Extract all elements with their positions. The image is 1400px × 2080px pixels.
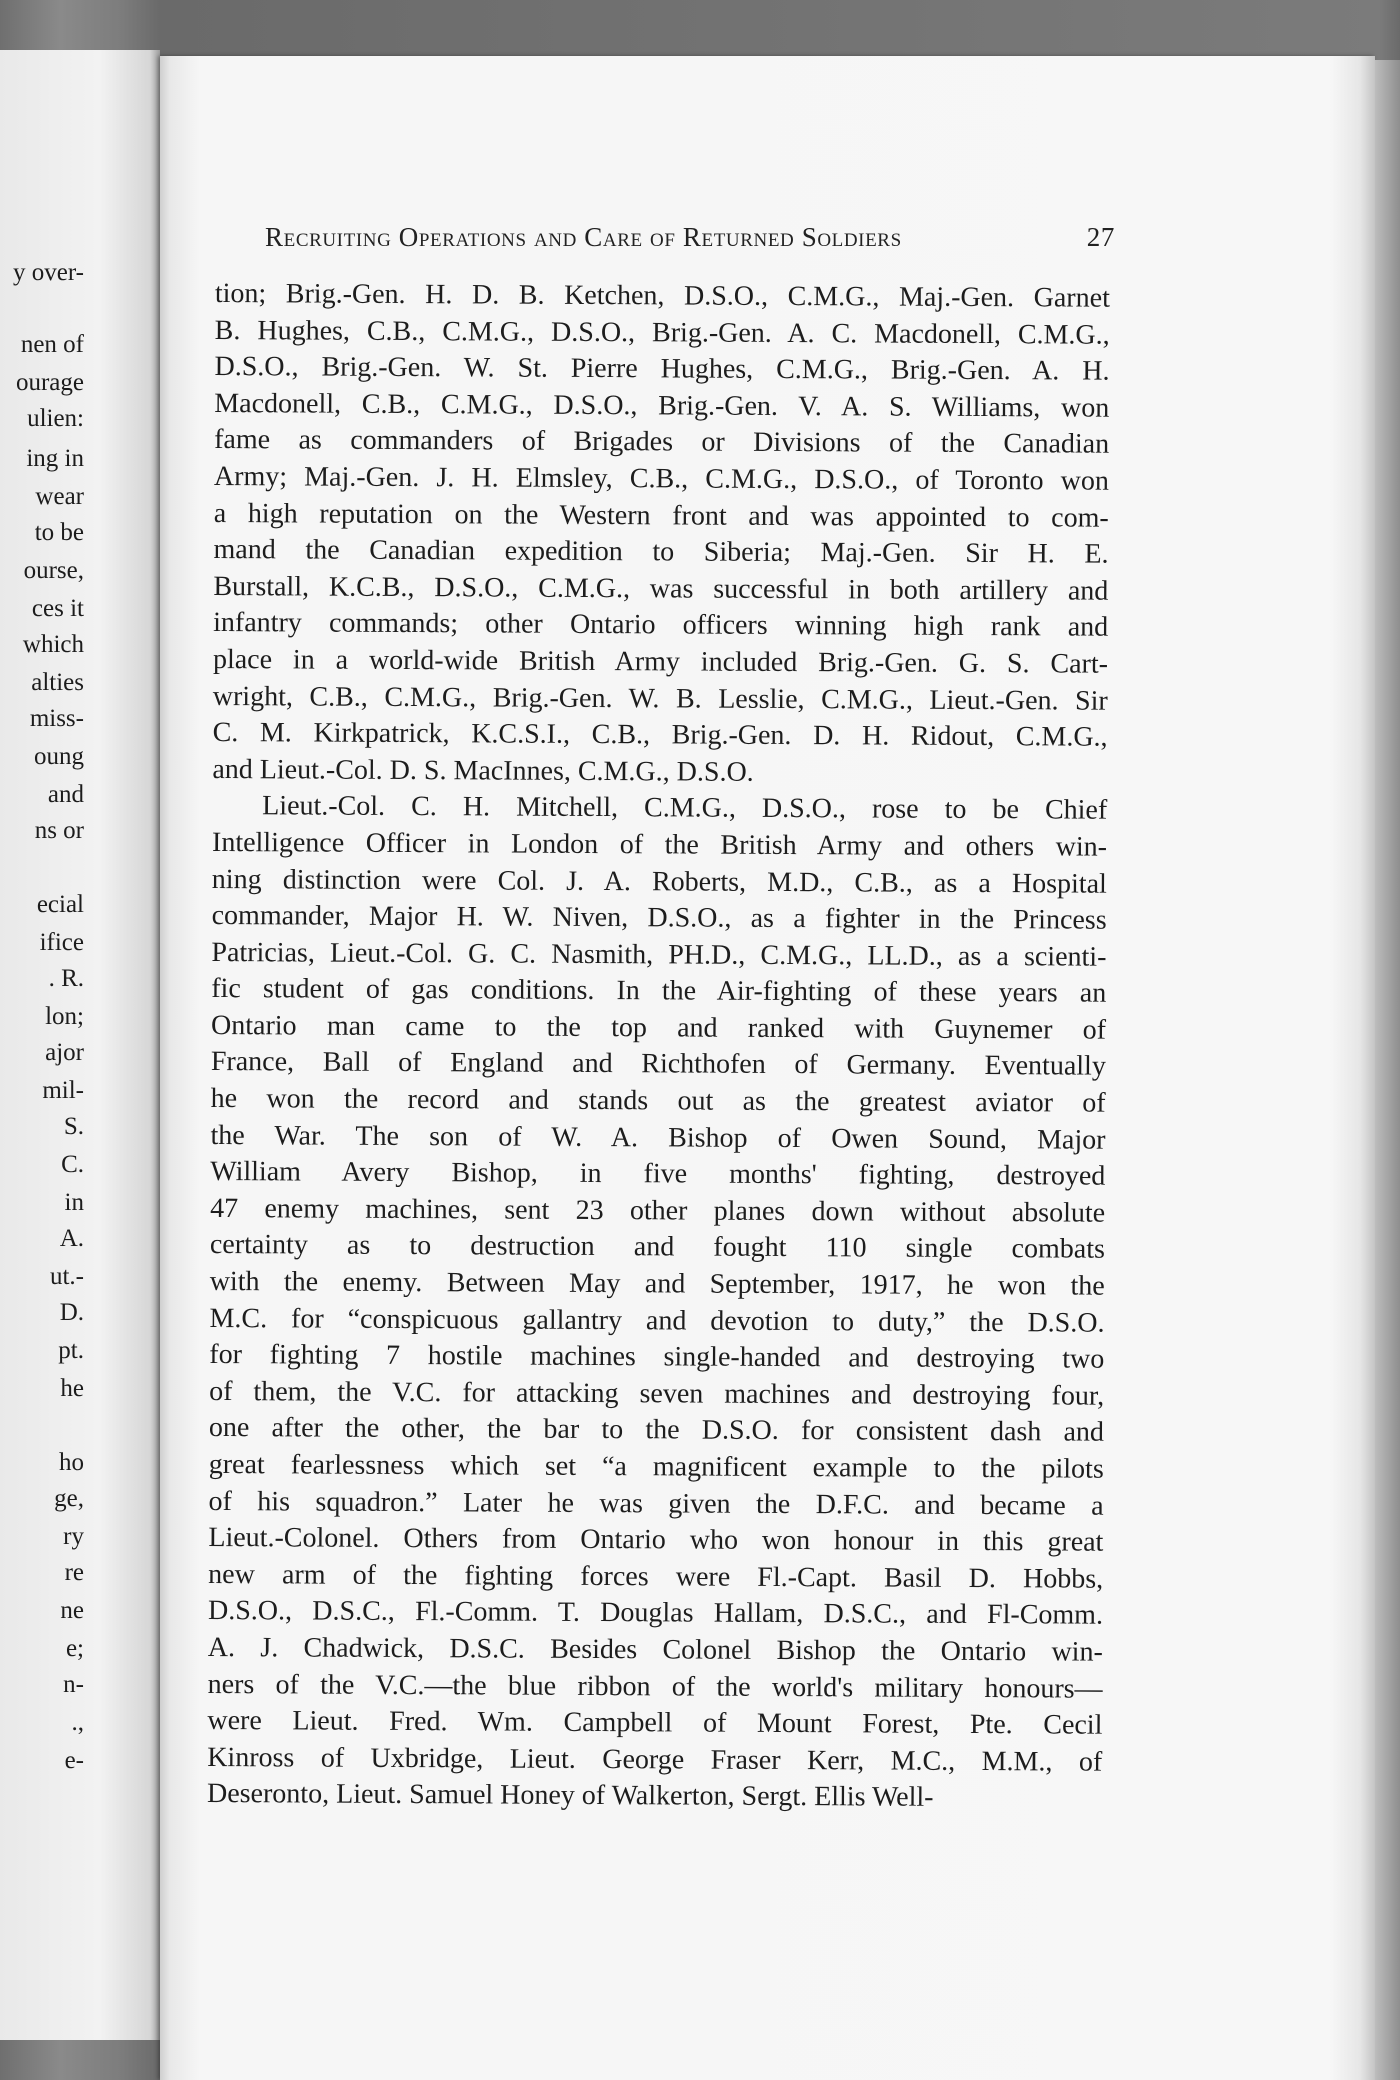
paragraph-2	[207, 788, 1107, 1817]
text-line: a high reputation on the Western front and was appointed to com-	[213, 497, 1109, 534]
text-line: for fighting 7 hostile machines single-handed and destroying two	[209, 1339, 1105, 1375]
paragraph-1	[212, 276, 1110, 793]
text-line: D.S.O., Brig.-Gen. W. St. Pierre Hughes, C.M.G., Brig.-Gen. A. H.	[214, 351, 1110, 387]
text-line: M.C. for “conspicuous gallantry and devotion to duty,” the D.S.O.	[209, 1302, 1105, 1339]
text-line: infantry commands; other Ontario officers winning high rank and	[213, 607, 1109, 644]
facing-page-line: e-	[64, 1747, 84, 1774]
text-line: certainty as to destruction and fought 110 single combats	[209, 1229, 1105, 1266]
text-line: Kinross of Uxbridge, Lieut. George Fraser Kerr, M.C., M.M., of	[207, 1741, 1103, 1778]
facing-page-line: ry	[63, 1523, 84, 1550]
facing-page-line: re	[64, 1559, 84, 1586]
text-line: ners of the V.C.—the blue ribbon of the world's military honours—	[207, 1668, 1103, 1705]
facing-page-line: in	[64, 1189, 84, 1216]
facing-page-line: ing in	[26, 445, 84, 472]
facing-page-line: which	[22, 631, 84, 658]
text-line: Macdonell, C.B., C.M.G., D.S.O., Brig.-Gen. V. A. S. Williams, won	[214, 387, 1110, 424]
facing-page-line: ge,	[54, 1485, 84, 1512]
text-line: 47 enemy machines, sent 23 other planes down without absolute	[210, 1192, 1106, 1229]
text-line: Lieut.-Colonel. Others from Ontario who won honour in this great	[208, 1522, 1104, 1558]
text-line: the War. The son of W. A. Bishop of Owen Sound, Major	[210, 1119, 1106, 1156]
facing-page-line: ourage	[15, 369, 84, 396]
facing-page-line: A.	[59, 1225, 84, 1252]
text-line: commander, Major H. W. Niven, D.S.O., as a fighter in the Princess	[211, 900, 1107, 936]
facing-page-line: lon;	[45, 1003, 84, 1030]
facing-page-line: miss-	[29, 705, 84, 732]
text-line: William Avery Bishop, in five months' fighting, destroyed	[210, 1156, 1106, 1192]
facing-page-line: nen of	[20, 331, 84, 358]
facing-page-line: ajor	[45, 1039, 84, 1066]
text-line: mand the Canadian expedition to Siberia; Maj.-Gen. Sir H. E.	[213, 534, 1109, 570]
text-line: one after the other, the bar to the D.S.O. for consistent dash and	[208, 1412, 1105, 1449]
facing-page-line: pt.	[58, 1337, 84, 1364]
body-text	[207, 276, 1110, 1818]
facing-page-line: and	[47, 781, 84, 808]
text-line: wright, C.B., C.M.G., Brig.-Gen. W. B. Lesslie, C.M.G., Lieut.-Gen. Sir	[212, 680, 1108, 717]
facing-page-line: mil-	[42, 1077, 84, 1104]
text-line: place in a world-wide British Army included Brig.-Gen. G. S. Cart-	[212, 643, 1109, 680]
facing-page-line: S.	[63, 1113, 84, 1140]
facing-page-line: ourse,	[23, 557, 84, 584]
text-line: Intelligence Officer in London of the British Army and others win-	[211, 826, 1108, 863]
text-line: fame as commanders of Brigades or Divisions of the Canadian	[214, 424, 1110, 461]
text-line: fic student of gas conditions. In the Air-fighting of these years an	[211, 973, 1107, 1009]
facing-page-line: . R.	[48, 965, 84, 992]
text-line: Ontario man came to the top and ranked with Guynemer of	[210, 1009, 1107, 1046]
facing-page-line: alties	[31, 669, 84, 696]
facing-page-fragment	[0, 50, 160, 2040]
page-edge	[1375, 60, 1400, 2080]
running-head-title: Recruiting Operations and Care of Returned Soldiers	[265, 222, 902, 252]
facing-page-line: .,	[71, 1709, 84, 1736]
facing-page-line: wear	[35, 483, 84, 510]
facing-page-line: ulien:	[27, 405, 84, 432]
text-line: Army; Maj.-Gen. J. H. Elmsley, C.B., C.M.G., D.S.O., of Toronto won	[213, 460, 1110, 497]
facing-page-line: C.	[61, 1151, 84, 1178]
text-line: of them, the V.C. for attacking seven machines and destroying four,	[209, 1375, 1105, 1412]
text-line: D.S.O., D.S.C., Fl.-Comm. T. Douglas Hallam, D.S.C., and Fl-Comm.	[207, 1595, 1104, 1632]
facing-page-line: ifice	[39, 929, 84, 956]
facing-page-line: he	[60, 1375, 84, 1402]
page-number: 27	[1086, 222, 1115, 252]
text-line: B. Hughes, C.B., C.M.G., D.S.O., Brig.-Gen. A. C. Macdonell, C.M.G.,	[214, 314, 1110, 351]
facing-page-line: ns or	[34, 817, 84, 844]
text-line: new arm of the fighting forces were Fl.-Capt. Basil D. Hobbs,	[208, 1558, 1104, 1595]
text-line: he won the record and stands out as the greatest aviator of	[210, 1083, 1106, 1119]
text-line: of his squadron.” Later he was given the D.F.C. and became a	[208, 1485, 1104, 1522]
text-line: with the enemy. Between May and September, 1917, he won the	[209, 1266, 1105, 1302]
facing-page-line: ne	[60, 1597, 84, 1624]
text-line: Patricias, Lieut.-Col. G. C. Nasmith, PH.D., C.M.G., LL.D., as a scienti-	[211, 936, 1107, 973]
facing-page-line: ut.-	[49, 1263, 84, 1290]
facing-page-line: ho	[59, 1449, 84, 1476]
text-line: great fearlessness which set “a magnificent example to the pilots	[208, 1448, 1104, 1485]
facing-page-line: y over-	[13, 259, 84, 286]
facing-page-line: oung	[34, 743, 84, 770]
facing-page-line: e;	[65, 1635, 84, 1662]
text-line: Lieut.-Col. C. H. Mitchell, C.M.G., D.S.O., rose to be Chief	[262, 790, 1108, 826]
text-line: A. J. Chadwick, D.S.C. Besides Colonel Bishop the Ontario win-	[207, 1631, 1103, 1668]
facing-page-line: D.	[59, 1299, 84, 1326]
text-line: tion; Brig.-Gen. H. D. B. Ketchen, D.S.O., C.M.G., Maj.-Gen. Garnet	[214, 277, 1110, 314]
text-line: C. M. Kirkpatrick, K.C.S.I., C.B., Brig.-Gen. D. H. Ridout, C.M.G.,	[212, 717, 1108, 753]
text-line: France, Ball of England and Richthofen of Germany. Eventually	[210, 1046, 1106, 1083]
text-line: ning distinction were Col. J. A. Roberts, M.D., C.B., as a Hospital	[211, 863, 1107, 900]
facing-page-line: ces it	[31, 595, 84, 622]
facing-page-line: to be	[34, 519, 84, 546]
text-line: Burstall, K.C.B., D.S.O., C.M.G., was successful in both artillery and	[213, 570, 1109, 607]
facing-page-line: n-	[63, 1671, 84, 1698]
text-line: and Lieut.-Col. D. S. MacInnes, C.M.G., D.S.O.	[212, 753, 754, 788]
text-line: were Lieut. Fred. Wm. Campbell of Mount Forest, Pte. Cecil	[207, 1705, 1103, 1741]
running-head	[265, 222, 1115, 253]
facing-page-line: ecial	[36, 891, 84, 918]
text-line: Deseronto, Lieut. Samuel Honey of Walkerton, Sergt. Ellis Well-	[206, 1778, 934, 1814]
